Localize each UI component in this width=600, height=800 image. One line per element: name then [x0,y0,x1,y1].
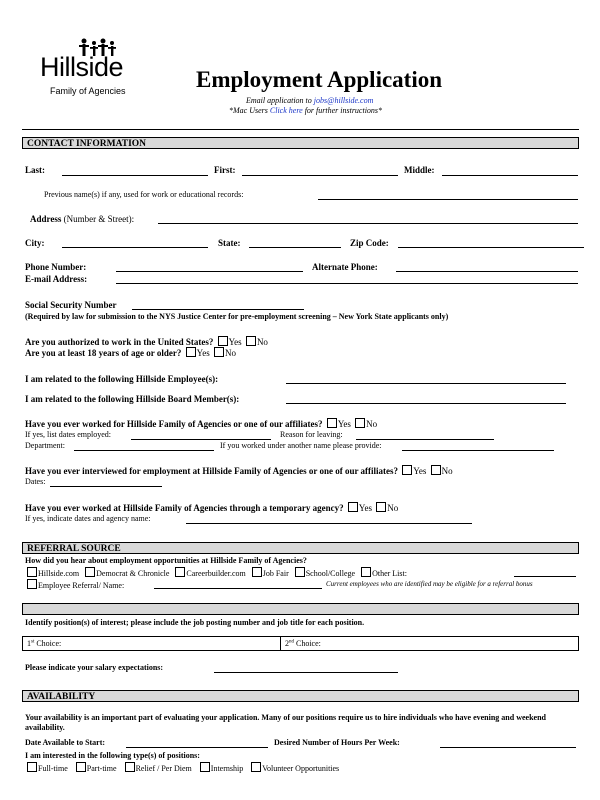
interviewed-dates-field[interactable] [50,486,162,487]
authorized-label: Are you authorized to work in the United States? [25,337,214,347]
referral-bonus-note: Current employees who are identified may be eligible for a referral bonus [326,580,533,588]
phone-field[interactable] [116,271,303,272]
worked-before-yes-checkbox[interactable] [327,418,337,428]
temp-agency-no-label: No [387,503,399,513]
reason-leaving-field[interactable] [356,439,494,440]
logo-tagline: Family of Agencies [50,86,126,96]
first-choice-sup: st [31,639,35,645]
email-label: E-mail Address: [25,274,88,284]
worked-before-yes-label: Yes [337,419,351,429]
age-yes-label: Yes [196,348,210,358]
mac-suffix: for further instructions* [302,106,383,115]
democrat-chronicle-checkbox[interactable] [85,567,95,577]
mac-instruction [229,106,382,115]
last-label: Last: [25,165,45,175]
hours-label: Desired Number of Hours Per Week: [274,738,400,747]
authorized-question [25,336,268,347]
full-time-label: Full-time [38,764,68,773]
age-question [25,347,236,358]
referral-question: How did you hear about employment opportunities at Hillside Family of Agencies? [25,556,307,565]
internship-checkbox[interactable] [200,762,210,772]
dates-employed-field[interactable] [131,439,271,440]
job-fair-label: Job Fair [262,569,289,578]
salary-label: Please indicate your salary expectations: [25,663,164,672]
related-board-field[interactable] [286,403,566,404]
first-choice-label: Choice: [34,639,62,648]
mac-prefix: *Mac Users [229,106,270,115]
second-choice-label: Choice: [294,639,321,648]
zip-label: Zip Code: [350,238,389,248]
democrat-chronicle-label: Democrat & Chronicle [96,569,170,578]
logo-name: Hillside [40,52,124,82]
hours-field[interactable] [440,747,576,748]
interviewed-question [25,465,453,476]
internship-label: Internship [210,764,244,773]
authorized-yes-label: Yes [228,337,242,347]
state-field[interactable] [249,247,341,248]
department-label: Department: [25,441,65,450]
date-available-label: Date Available to Start: [25,738,106,747]
authorized-yes-checkbox[interactable] [218,336,228,346]
careerbuilder-checkbox[interactable] [175,567,185,577]
mac-click-here-link[interactable]: Click here [269,106,303,115]
address-label [30,214,134,224]
date-available-field[interactable] [126,747,268,748]
address-field[interactable] [158,223,578,224]
school-college-checkbox[interactable] [295,567,305,577]
job-fair-checkbox[interactable] [252,567,262,577]
email-prefix: Email application to [246,96,314,105]
middle-label: Middle: [404,165,435,175]
second-choice-num: 2 [285,639,289,648]
first-field[interactable] [242,175,398,176]
related-employee-label: I am related to the following Hillside Employee(s): [25,374,219,384]
other-list-label: Other List: [372,569,407,578]
careerbuilder-label: Careerbuilder.com [186,569,246,578]
part-time-label: Part-time [86,764,117,773]
email-instruction [246,96,373,105]
temp-agency-indicate-label: If yes, indicate dates and agency name: [25,514,151,523]
employee-referral-row [25,579,124,590]
alt-phone-label: Alternate Phone: [312,262,378,272]
age-no-label: No [225,348,236,358]
email-link[interactable]: jobs@hillside.com [313,96,374,105]
age-yes-checkbox[interactable] [186,347,196,357]
previous-names-field[interactable] [318,199,578,200]
temp-agency-label: Have you ever worked at Hillside Family of Agencies through a temporary agency? [25,503,344,513]
temp-agency-question [25,502,398,513]
ssn-field[interactable] [132,309,304,310]
school-college-label: School/College [305,569,356,578]
hillside-logo [36,38,146,108]
reason-leaving-label: Reason for leaving: [280,430,343,439]
volunteer-checkbox[interactable] [251,762,261,772]
header-divider [22,129,579,130]
section-availability: AVAILABILITY [22,690,579,702]
temp-agency-field[interactable] [186,523,472,524]
interviewed-yes-checkbox[interactable] [402,465,412,475]
worked-before-question [25,418,377,429]
other-name-field[interactable] [402,450,554,451]
section-position-bar [22,603,579,615]
hillside-com-checkbox[interactable] [27,567,37,577]
second-choice-field[interactable] [280,636,579,651]
interested-label: I am interested in the following type(s) of positions: [25,751,200,760]
first-choice-num: 1 [27,639,31,648]
interviewed-dates-label: Dates: [25,477,46,486]
part-time-checkbox[interactable] [76,762,86,772]
hillside-com-label: Hillside.com [38,569,80,578]
interviewed-label: Have you ever interviewed for employment at Hillside Family of Agencies or one of our affiliates? [25,466,399,476]
worked-before-no-checkbox[interactable] [355,418,365,428]
alt-phone-field[interactable] [396,271,578,272]
ssn-note: (Required by law for submission to the NYS Justice Center for pre-employment screening – New York State applicants only) [25,312,449,321]
relief-per-diem-checkbox[interactable] [125,762,135,772]
page-title: Employment Application [196,67,443,92]
position-types-row [25,762,339,773]
full-time-checkbox[interactable] [27,762,37,772]
related-board-label: I am related to the following Hillside Board Member(s): [25,394,240,404]
employee-referral-label: Employee Referral/ Name: [38,581,125,590]
age-no-checkbox[interactable] [214,347,224,357]
salary-field[interactable] [214,672,398,673]
ssn-label: Social Security Number [25,300,117,310]
address-label-rest: (Number & Street): [61,214,135,224]
other-list-field[interactable] [514,576,576,577]
temp-agency-yes-label: Yes [358,503,372,513]
section-referral-source: REFERRAL SOURCE [22,542,579,554]
middle-field[interactable] [442,175,578,176]
email-field[interactable] [116,283,578,284]
worked-before-no-label: No [366,419,378,429]
first-choice-field[interactable] [22,636,281,651]
temp-agency-yes-checkbox[interactable] [348,502,358,512]
authorized-no-checkbox[interactable] [246,336,256,346]
second-choice-sup: nd [289,639,294,645]
phone-label: Phone Number: [25,262,87,272]
other-list-checkbox[interactable] [361,567,371,577]
interviewed-no-label: No [441,466,453,476]
state-label: State: [218,238,241,248]
authorized-no-label: No [256,337,268,347]
identify-positions-label: Identify position(s) of interest; please include the job posting number and job title for each position. [25,618,365,627]
address-label-bold: Address [30,214,62,224]
zip-field[interactable] [398,247,584,248]
city-field[interactable] [62,247,208,248]
temp-agency-no-checkbox[interactable] [376,502,386,512]
related-employee-field[interactable] [286,383,566,384]
worked-before-label: Have you ever worked for Hillside Family of Agencies or one of our affiliates? [25,419,323,429]
employee-referral-checkbox[interactable] [27,579,37,589]
last-field[interactable] [62,175,208,176]
department-field[interactable] [74,450,214,451]
availability-paragraph: Your availability is an important part of evaluating your application. Many of our positions require us to hire individuals who have evening and weekend availability. [25,713,546,732]
relief-per-diem-label: Relief / Per Diem [135,764,192,773]
first-label: First: [214,165,236,175]
interviewed-yes-label: Yes [413,466,427,476]
section-contact-information: CONTACT INFORMATION [22,137,579,149]
other-name-label: If you worked under another name please provide: [220,441,382,450]
dates-employed-label: If yes, list dates employed: [25,430,111,439]
age-label: Are you at least 18 years of age or older? [25,348,182,358]
city-label: City: [25,238,45,248]
volunteer-label: Volunteer Opportunities [262,764,340,773]
referral-options-row [25,567,407,578]
interviewed-no-checkbox[interactable] [431,465,441,475]
employee-referral-field[interactable] [154,588,322,589]
previous-names-label: Previous name(s) if any, used for work or educational records: [44,190,244,199]
